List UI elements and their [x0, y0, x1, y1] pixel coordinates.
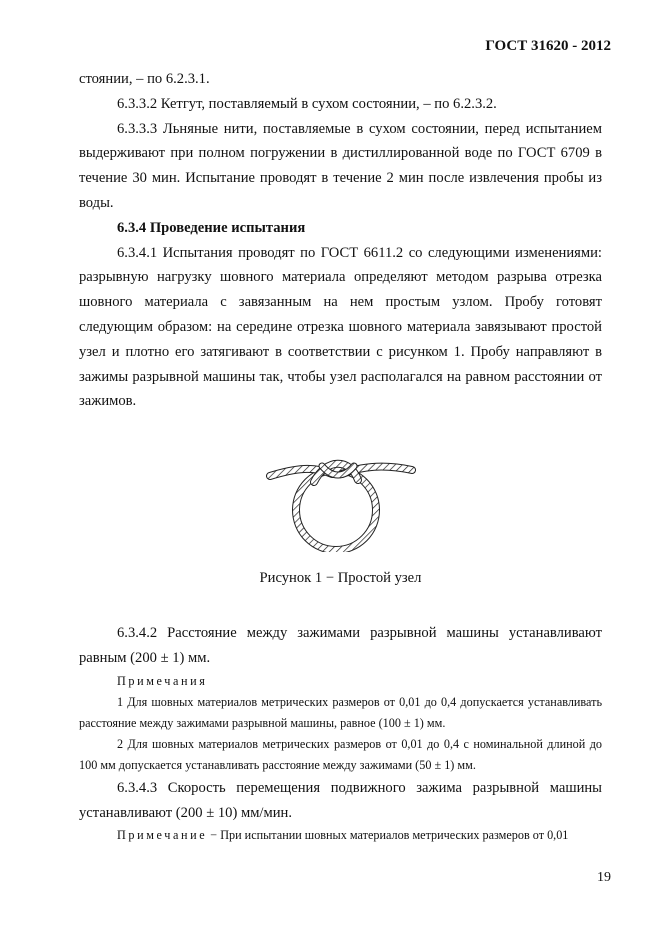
paragraph-6-3-3-2: 6.3.3.2 Кетгут, поставляемый в сухом состоянии, – по 6.2.3.2. — [117, 95, 497, 112]
note-single — [79, 825, 602, 846]
knot-illustration — [266, 452, 416, 552]
notes-label: Примечания — [117, 673, 208, 688]
paragraph-6-3-4-3: 6.3.4.3 Скорость перемещения подвижного зажима разрывной машины устанавливают (200 ± 10) мм/мин. — [79, 779, 602, 821]
note-single-text: − При испытании шовных материалов метрических размеров от 0,01 — [207, 828, 569, 843]
page-number: 19 — [597, 870, 611, 885]
paragraph-6-3-4-2: 6.3.4.2 Расстояние между зажимами разрывной машины устанавливают равным (200 ± 1) мм. — [79, 625, 602, 666]
note-single-label: Примечание — [117, 828, 208, 843]
figure-caption: Рисунок 1 − Простой узел — [259, 570, 422, 587]
section-heading: 6.3.4 Проведение испытания — [117, 219, 306, 236]
document-header: ГОСТ 31620 - 2012 — [485, 38, 611, 54]
note-2: 2 Для шовных материалов метрических размеров от 0,01 до 0,4 с номинальной длиной до 100 мм допускается устанавливать расстояние между зажимами (50 ± 1) мм. — [79, 736, 602, 772]
note-1: 1 Для шовных материалов метрических размеров от 0,01 до 0,4 допускается устанавливать расстояние между зажимами разрывной машины, равное (100 ± 1) мм. — [79, 694, 602, 730]
paragraph-continuation: стоянии, – по 6.2.3.1. — [79, 71, 210, 87]
paragraph-6-3-4-1: 6.3.4.1 Испытания проводят по ГОСТ 6611.2 со следующими изменениями: разрывную нагрузку шовного материала определяют методом разрыва отрезка шовного материала с завязанным на нем простым узлом. Пробу готовят следующим образом: на середине отрезка шовного материала завязывают простой узел и плотно его затягивают в соответствии с рисунком 1. Пробу направляют в зажимы разрывной машины так, чтобы узел располагался на равном расстоянии от зажимов. — [79, 244, 602, 410]
paragraph-6-3-3-3: 6.3.3.3 Льняные нити, поставляемые в сухом состоянии, перед испытанием выдерживают при полном погружении в дистиллированной воде по ГОСТ 6709 в течение 30 мин. Испытание проводят в течение 2 мин после извлечения пробы из воды. — [79, 120, 602, 211]
page-content — [79, 67, 602, 846]
figure-simple-knot — [79, 452, 602, 552]
